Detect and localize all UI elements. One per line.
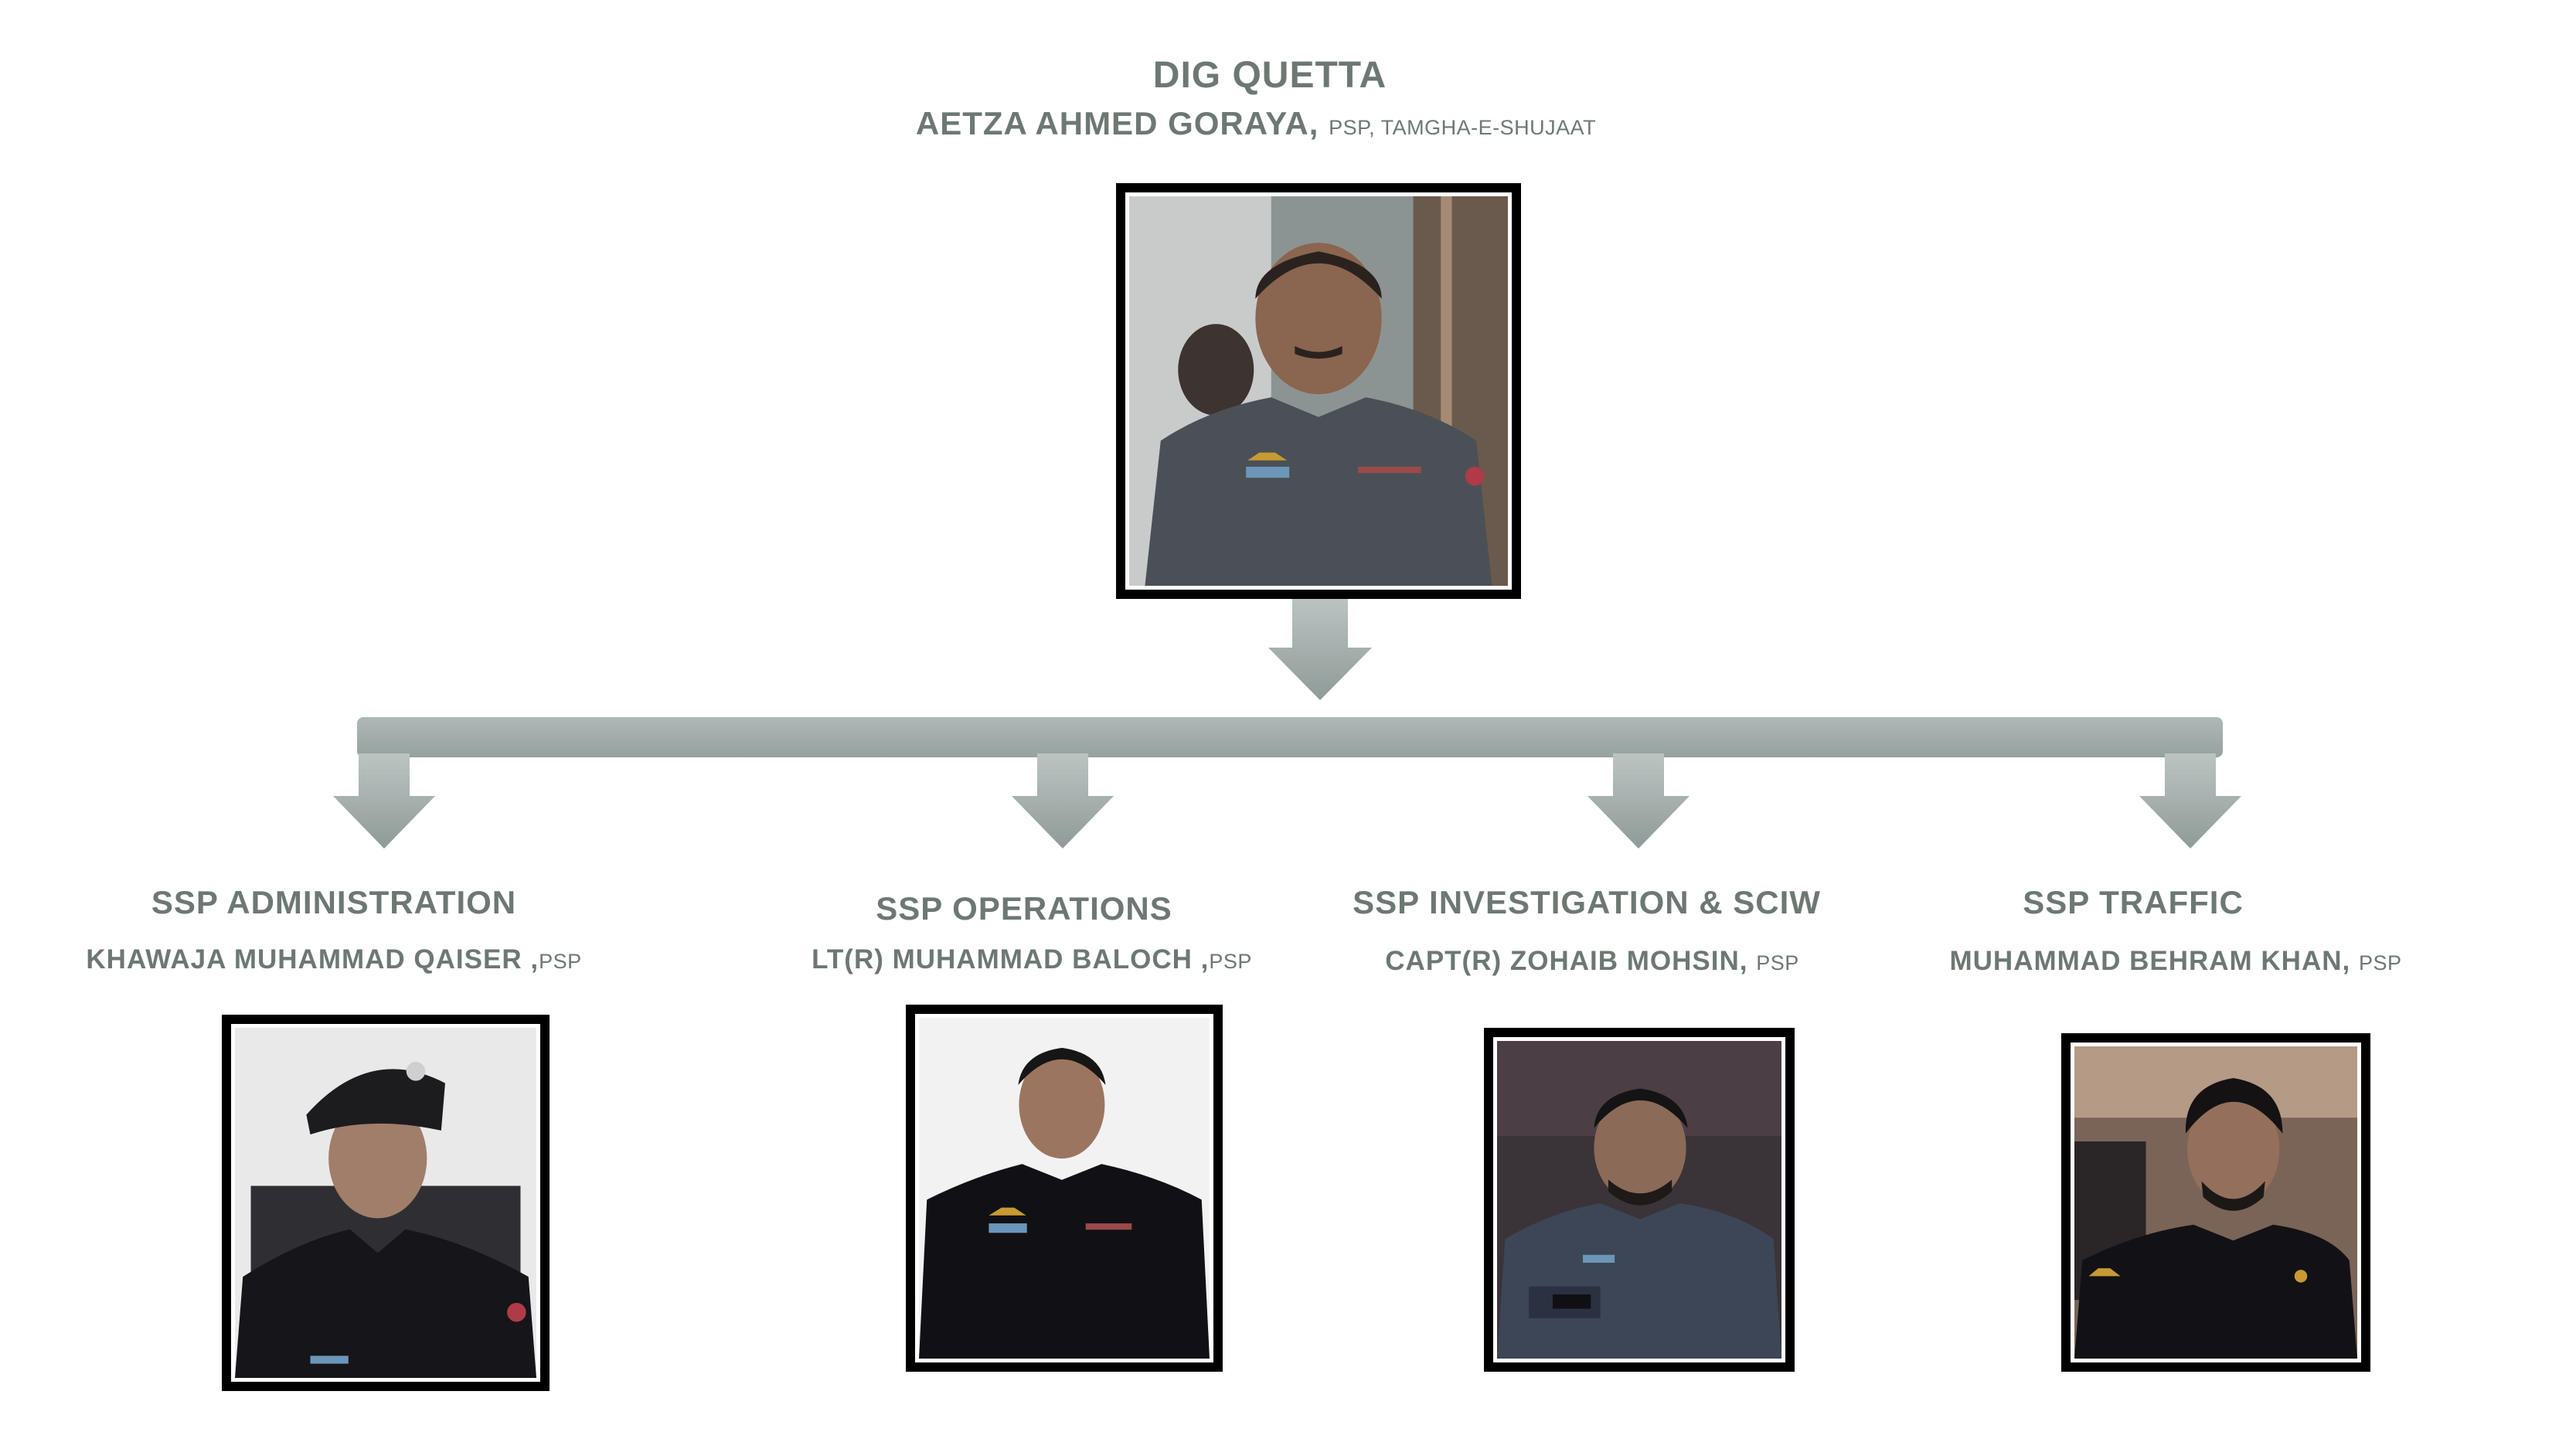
ssp-traffic-portrait-frame bbox=[2061, 1033, 2370, 1372]
top-title: DIG QUETTA bbox=[1152, 55, 1387, 96]
ssp-administration-portrait bbox=[231, 1024, 540, 1382]
branch-arrow-administration bbox=[333, 753, 435, 849]
top-name-text: AETZA AHMED GORAYA, bbox=[915, 105, 1319, 141]
ssp-operations-portrait-frame bbox=[906, 1005, 1223, 1372]
ssp-administration-name-text: KHAWAJA MUHAMMAD QAISER , bbox=[86, 944, 539, 975]
ssp-administration-title: SSP ADMINISTRATION bbox=[151, 884, 517, 920]
ssp-traffic-title: SSP TRAFFIC bbox=[2023, 884, 2244, 920]
ssp-investigation-name-text: CAPT(R) ZOHAIB MOHSIN, bbox=[1385, 946, 1748, 976]
horizontal-connector-bar bbox=[357, 717, 2223, 757]
ssp-investigation-title: SSP INVESTIGATION & SCIW bbox=[1353, 884, 1821, 920]
ssp-traffic-name-text: MUHAMMAD BEHRAM KHAN, bbox=[1949, 946, 2351, 976]
branch-arrow-investigation bbox=[1587, 753, 1690, 849]
ssp-investigation-portrait bbox=[1493, 1037, 1785, 1362]
ssp-operations-name-text: LT(R) MUHAMMAD BALOCH , bbox=[812, 944, 1210, 975]
branch-arrow-operations bbox=[1012, 753, 1114, 849]
ssp-traffic-portrait bbox=[2071, 1043, 2361, 1362]
ssp-administration-portrait-frame bbox=[222, 1015, 550, 1391]
top-name-suffix: PSP, TAMGHA-E-SHUJAAT bbox=[1329, 116, 1597, 139]
top-name bbox=[916, 105, 1596, 142]
top-portrait-frame bbox=[1116, 183, 1521, 599]
ssp-operations-name-suffix: PSP bbox=[1209, 950, 1252, 973]
ssp-operations-portrait bbox=[915, 1014, 1213, 1362]
ssp-traffic-name-suffix: PSP bbox=[2358, 951, 2402, 975]
ssp-operations-name bbox=[812, 944, 1252, 975]
ssp-administration-name bbox=[86, 944, 581, 975]
top-down-arrow bbox=[1268, 597, 1372, 700]
top-portrait bbox=[1125, 192, 1512, 590]
branch-arrow-traffic bbox=[2139, 753, 2241, 849]
ssp-investigation-name bbox=[1385, 946, 1798, 977]
ssp-investigation-portrait-frame bbox=[1484, 1028, 1795, 1372]
ssp-traffic-name bbox=[1950, 946, 2402, 977]
ssp-investigation-name-suffix: PSP bbox=[1756, 951, 1799, 975]
ssp-operations-title: SSP OPERATIONS bbox=[876, 890, 1172, 927]
ssp-administration-name-suffix: PSP bbox=[539, 950, 582, 973]
